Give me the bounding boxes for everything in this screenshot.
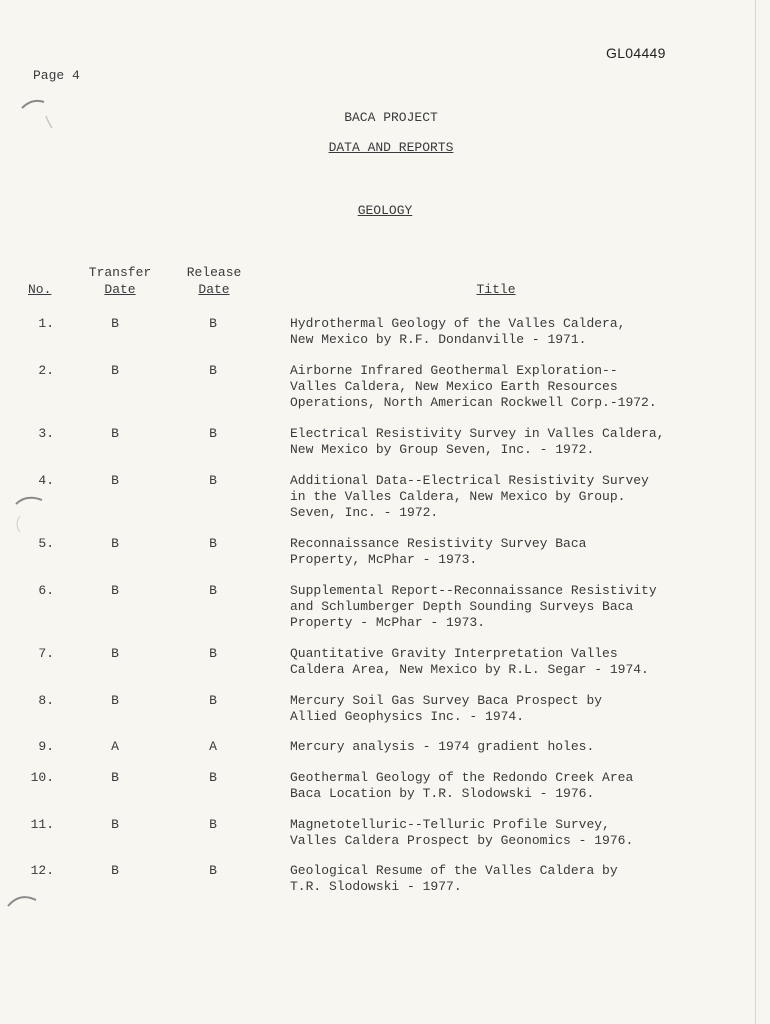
report-title: Magnetotelluric--Telluric Profile Survey, Valles Caldera Prospect by Geonomics - 1976. (290, 817, 634, 848)
report-title: Geothermal Geology of the Redondo Creek Area Baca Location by T.R. Slodowski - 1976. (290, 770, 634, 801)
row-number: 5. (38, 536, 54, 551)
column-header-title (460, 281, 532, 298)
report-title: Reconnaissance Resistivity Survey Baca Property, McPhar - 1973. (290, 536, 587, 567)
row-number: 10. (30, 770, 54, 785)
column-header-title-text: Title (476, 282, 516, 297)
report-title: Geological Resume of the Valles Caldera by T.R. Slodowski - 1977. (290, 863, 618, 894)
hole-punch-mark-icon (12, 488, 52, 538)
column-header-transfer-line2: Date (104, 282, 136, 297)
release-date: B (209, 646, 217, 661)
document-id: GL04449 (606, 45, 666, 61)
release-date: B (209, 316, 217, 331)
transfer-date: B (111, 473, 119, 488)
column-header-release-line2: Date (198, 282, 230, 297)
section-title-text: DATA AND REPORTS (328, 140, 454, 155)
row-number: 8. (38, 693, 54, 708)
transfer-date: B (111, 363, 119, 378)
transfer-date: B (111, 646, 119, 661)
subsection-title (0, 203, 770, 218)
release-date: A (209, 739, 217, 754)
section-title (6, 140, 770, 155)
column-header-release-line1: Release (186, 265, 242, 280)
page-label: Page 4 (33, 68, 80, 83)
report-title: Mercury Soil Gas Survey Baca Prospect by Allied Geophysics Inc. - 1974. (290, 693, 603, 724)
transfer-date: B (111, 426, 119, 441)
column-header-transfer-date (78, 264, 162, 298)
row-number: 7. (38, 646, 54, 661)
release-date: B (209, 473, 217, 488)
transfer-date: B (111, 863, 119, 878)
report-title: Mercury analysis - 1974 gradient holes. (290, 739, 595, 754)
transfer-date: B (111, 693, 119, 708)
release-date: B (209, 536, 217, 551)
column-header-no-text: No. (28, 282, 52, 297)
release-date: B (209, 583, 217, 598)
transfer-date: B (111, 770, 119, 785)
transfer-date: B (111, 583, 119, 598)
release-date: B (209, 693, 217, 708)
release-date: B (209, 426, 217, 441)
row-number: 9. (38, 739, 54, 754)
report-title: Hydrothermal Geology of the Valles Caldera, New Mexico by R.F. Dondanville - 1971. (290, 316, 626, 347)
release-date: B (209, 363, 217, 378)
release-date: B (209, 863, 217, 878)
transfer-date: A (111, 739, 119, 754)
report-title: Additional Data--Electrical Resistivity Survey in the Valles Caldera, New Mexico by Group. Seven, Inc. - 1972. (290, 473, 649, 520)
row-number: 11. (30, 817, 54, 832)
release-date: B (209, 770, 217, 785)
transfer-date: B (111, 817, 119, 832)
report-title: Electrical Resistivity Survey in Valles Caldera, New Mexico by Group Seven, Inc. - 1972. (290, 426, 665, 457)
release-date: B (209, 817, 217, 832)
report-title: Supplemental Report--Reconnaissance Resistivity and Schlumberger Depth Sounding Surveys Baca Property - McPhar - 1973. (290, 583, 657, 630)
project-title: BACA PROJECT (344, 110, 438, 125)
row-number: 2. (38, 363, 54, 378)
transfer-date: B (111, 536, 119, 551)
column-header-transfer-line1: Transfer (88, 265, 152, 280)
column-header-release-date (176, 264, 252, 298)
report-title: Airborne Infrared Geothermal Exploration-- Valles Caldera, New Mexico Earth Resources Operations, North American Rockwell Corp.-1972. (290, 363, 657, 410)
report-title: Quantitative Gravity Interpretation Valles Caldera Area, New Mexico by R.L. Segar - 1974. (290, 646, 649, 677)
row-number: 6. (38, 583, 54, 598)
column-header-no (28, 281, 58, 298)
transfer-date: B (111, 316, 119, 331)
row-number: 4. (38, 473, 54, 488)
subsection-title-text: GEOLOGY (357, 203, 413, 218)
row-number: 3. (38, 426, 54, 441)
row-number: 1. (38, 316, 54, 331)
row-number: 12. (30, 863, 54, 878)
hole-punch-mark-icon (4, 886, 44, 916)
